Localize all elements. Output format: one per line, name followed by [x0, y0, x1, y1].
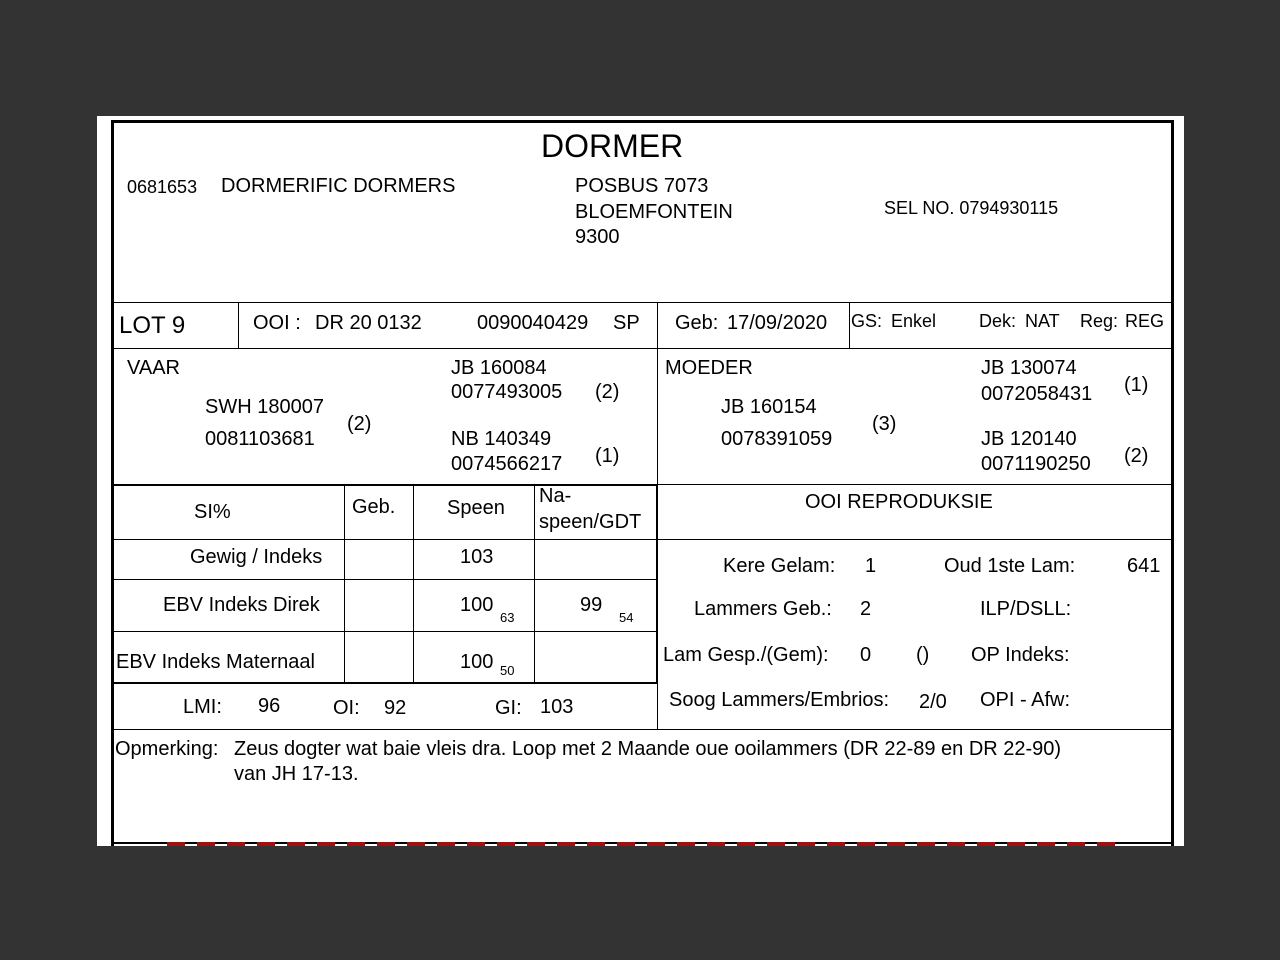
divider-repro-header: [657, 539, 1173, 540]
row-direk-naspeen: 99: [580, 594, 603, 616]
oud-label: Oud 1ste Lam:: [944, 555, 1076, 577]
divider-si-top: [111, 484, 656, 486]
dam-sire-id: JB 130074: [981, 357, 1077, 379]
remarks-line1: Zeus dogter wat baie vleis dra. Loop met 2 Maande oue ooilammers (DR 22-89 en DR 22-90): [234, 738, 1062, 760]
geb-value: 17/09/2020: [727, 312, 828, 334]
divider-remarks-top: [111, 729, 1173, 730]
gs-label: GS:: [851, 311, 883, 331]
owner-number: 0681653: [127, 177, 198, 197]
reg-value: REG: [1125, 311, 1165, 331]
gi-label: GI:: [495, 697, 522, 719]
dam-label: MOEDER: [665, 357, 753, 379]
lammers-value: 2: [860, 598, 872, 620]
divider-si-repro: [657, 682, 658, 729]
owner-name: DORMERIFIC DORMERS: [221, 175, 456, 197]
border-right: [1171, 120, 1174, 846]
divider-lot-1: [238, 302, 239, 348]
naspeen-header-line1: Na-: [539, 485, 572, 507]
gs-value: Enkel: [891, 311, 937, 331]
divider-si-col3: [534, 485, 535, 683]
dam-sire-count: (1): [1124, 374, 1149, 396]
divider-lot-2: [657, 302, 658, 484]
divider-si-header: [111, 539, 657, 540]
ooi-id: DR 20 0132: [315, 312, 422, 334]
row-direk-speen-sub: 63: [500, 610, 515, 625]
ilp-label: ILP/DSLL:: [980, 598, 1072, 620]
dam-dam-count: (2): [1124, 445, 1149, 467]
lammers-label: Lammers Geb.:: [694, 598, 832, 620]
sire-sire-id: JB 160084: [451, 357, 547, 379]
ooi-label: OOI :: [253, 312, 301, 334]
row-direk-label: EBV Indeks Direk: [163, 594, 320, 616]
dam-count: (3): [872, 413, 897, 435]
divider-si-row1: [111, 579, 657, 580]
gesp-gem: (): [916, 644, 930, 666]
row-direk-naspeen-sub: 54: [619, 610, 634, 625]
sire-dam-number: 0074566217: [451, 453, 563, 475]
dek-label: Dek:: [979, 311, 1017, 331]
lmi-value: 96: [258, 695, 281, 717]
oud-value: 641: [1127, 555, 1161, 577]
dam-sire-number: 0072058431: [981, 383, 1093, 405]
speen-header: Speen: [447, 497, 505, 519]
lot-card: [97, 116, 1184, 846]
divider-si-bottom: [111, 682, 657, 684]
address-line3: 9300: [575, 226, 620, 248]
dek-value: NAT: [1025, 311, 1060, 331]
sire-id: SWH 180007: [205, 396, 324, 418]
sire-sire-number: 0077493005: [451, 381, 563, 403]
kere-label: Kere Gelam:: [723, 555, 836, 577]
row-gewig-label: Gewig / Indeks: [190, 546, 323, 568]
repro-title: OOI REPRODUKSIE: [805, 491, 993, 513]
divider-si-right: [656, 484, 658, 684]
ooi-number: 0090040429: [477, 312, 589, 334]
dam-id: JB 160154: [721, 396, 817, 418]
divider-lot-top: [111, 302, 1173, 303]
dam-dam-number: 0071190250: [981, 453, 1091, 475]
sire-sire-count: (2): [595, 381, 620, 403]
op-label: OP Indeks:: [971, 644, 1070, 666]
opi-label: OPI - Afw:: [980, 689, 1071, 711]
sire-dam-id: NB 140349: [451, 428, 552, 450]
gi-value: 103: [540, 696, 574, 718]
si-header: SI%: [194, 501, 231, 523]
sire-dam-count: (1): [595, 445, 620, 467]
divider-si-col1: [344, 485, 345, 683]
address-line2: BLOEMFONTEIN: [575, 201, 733, 223]
kere-value: 1: [865, 555, 877, 577]
soog-value: 2/0: [919, 691, 947, 713]
border-top: [111, 120, 1174, 123]
breed-title: DORMER: [541, 128, 684, 164]
naspeen-header-line2: speen/GDT: [539, 511, 642, 533]
geb-header: Geb.: [352, 496, 396, 518]
oi-value: 92: [384, 697, 407, 719]
reg-label: Reg:: [1080, 311, 1119, 331]
sire-number: 0081103681: [205, 428, 315, 450]
row-maternaal-speen-sub: 50: [500, 663, 515, 678]
row-maternaal-label: EBV Indeks Maternaal: [116, 651, 315, 673]
gesp-label: Lam Gesp./(Gem):: [663, 644, 829, 666]
geb-label: Geb:: [675, 312, 719, 334]
row-direk-speen: 100: [460, 594, 494, 616]
gesp-value: 0: [860, 644, 872, 666]
remarks-line2: van JH 17-13.: [234, 763, 359, 785]
ooi-code: SP: [613, 312, 640, 334]
remarks-label: Opmerking:: [115, 738, 219, 760]
divider-repro-top: [657, 484, 1173, 485]
lmi-label: LMI:: [183, 696, 222, 718]
row-gewig-speen: 103: [460, 546, 494, 568]
oi-label: OI:: [333, 697, 360, 719]
dam-dam-id: JB 120140: [981, 428, 1077, 450]
cut-off-red-text: [167, 842, 1127, 846]
divider-si-col2: [413, 485, 414, 683]
address-line1: POSBUS 7073: [575, 175, 709, 197]
border-left: [111, 120, 114, 846]
sire-count: (2): [347, 413, 372, 435]
divider-lot-bottom: [111, 348, 1173, 349]
lot-label: LOT 9: [119, 312, 186, 339]
divider-si-row2: [111, 631, 657, 632]
cell-number: SEL NO. 0794930115: [884, 198, 1059, 218]
divider-lot-3: [849, 302, 850, 348]
row-maternaal-speen: 100: [460, 651, 494, 673]
sire-label: VAAR: [127, 357, 180, 379]
soog-label: Soog Lammers/Embrios:: [669, 689, 890, 711]
dam-number: 0078391059: [721, 428, 833, 450]
